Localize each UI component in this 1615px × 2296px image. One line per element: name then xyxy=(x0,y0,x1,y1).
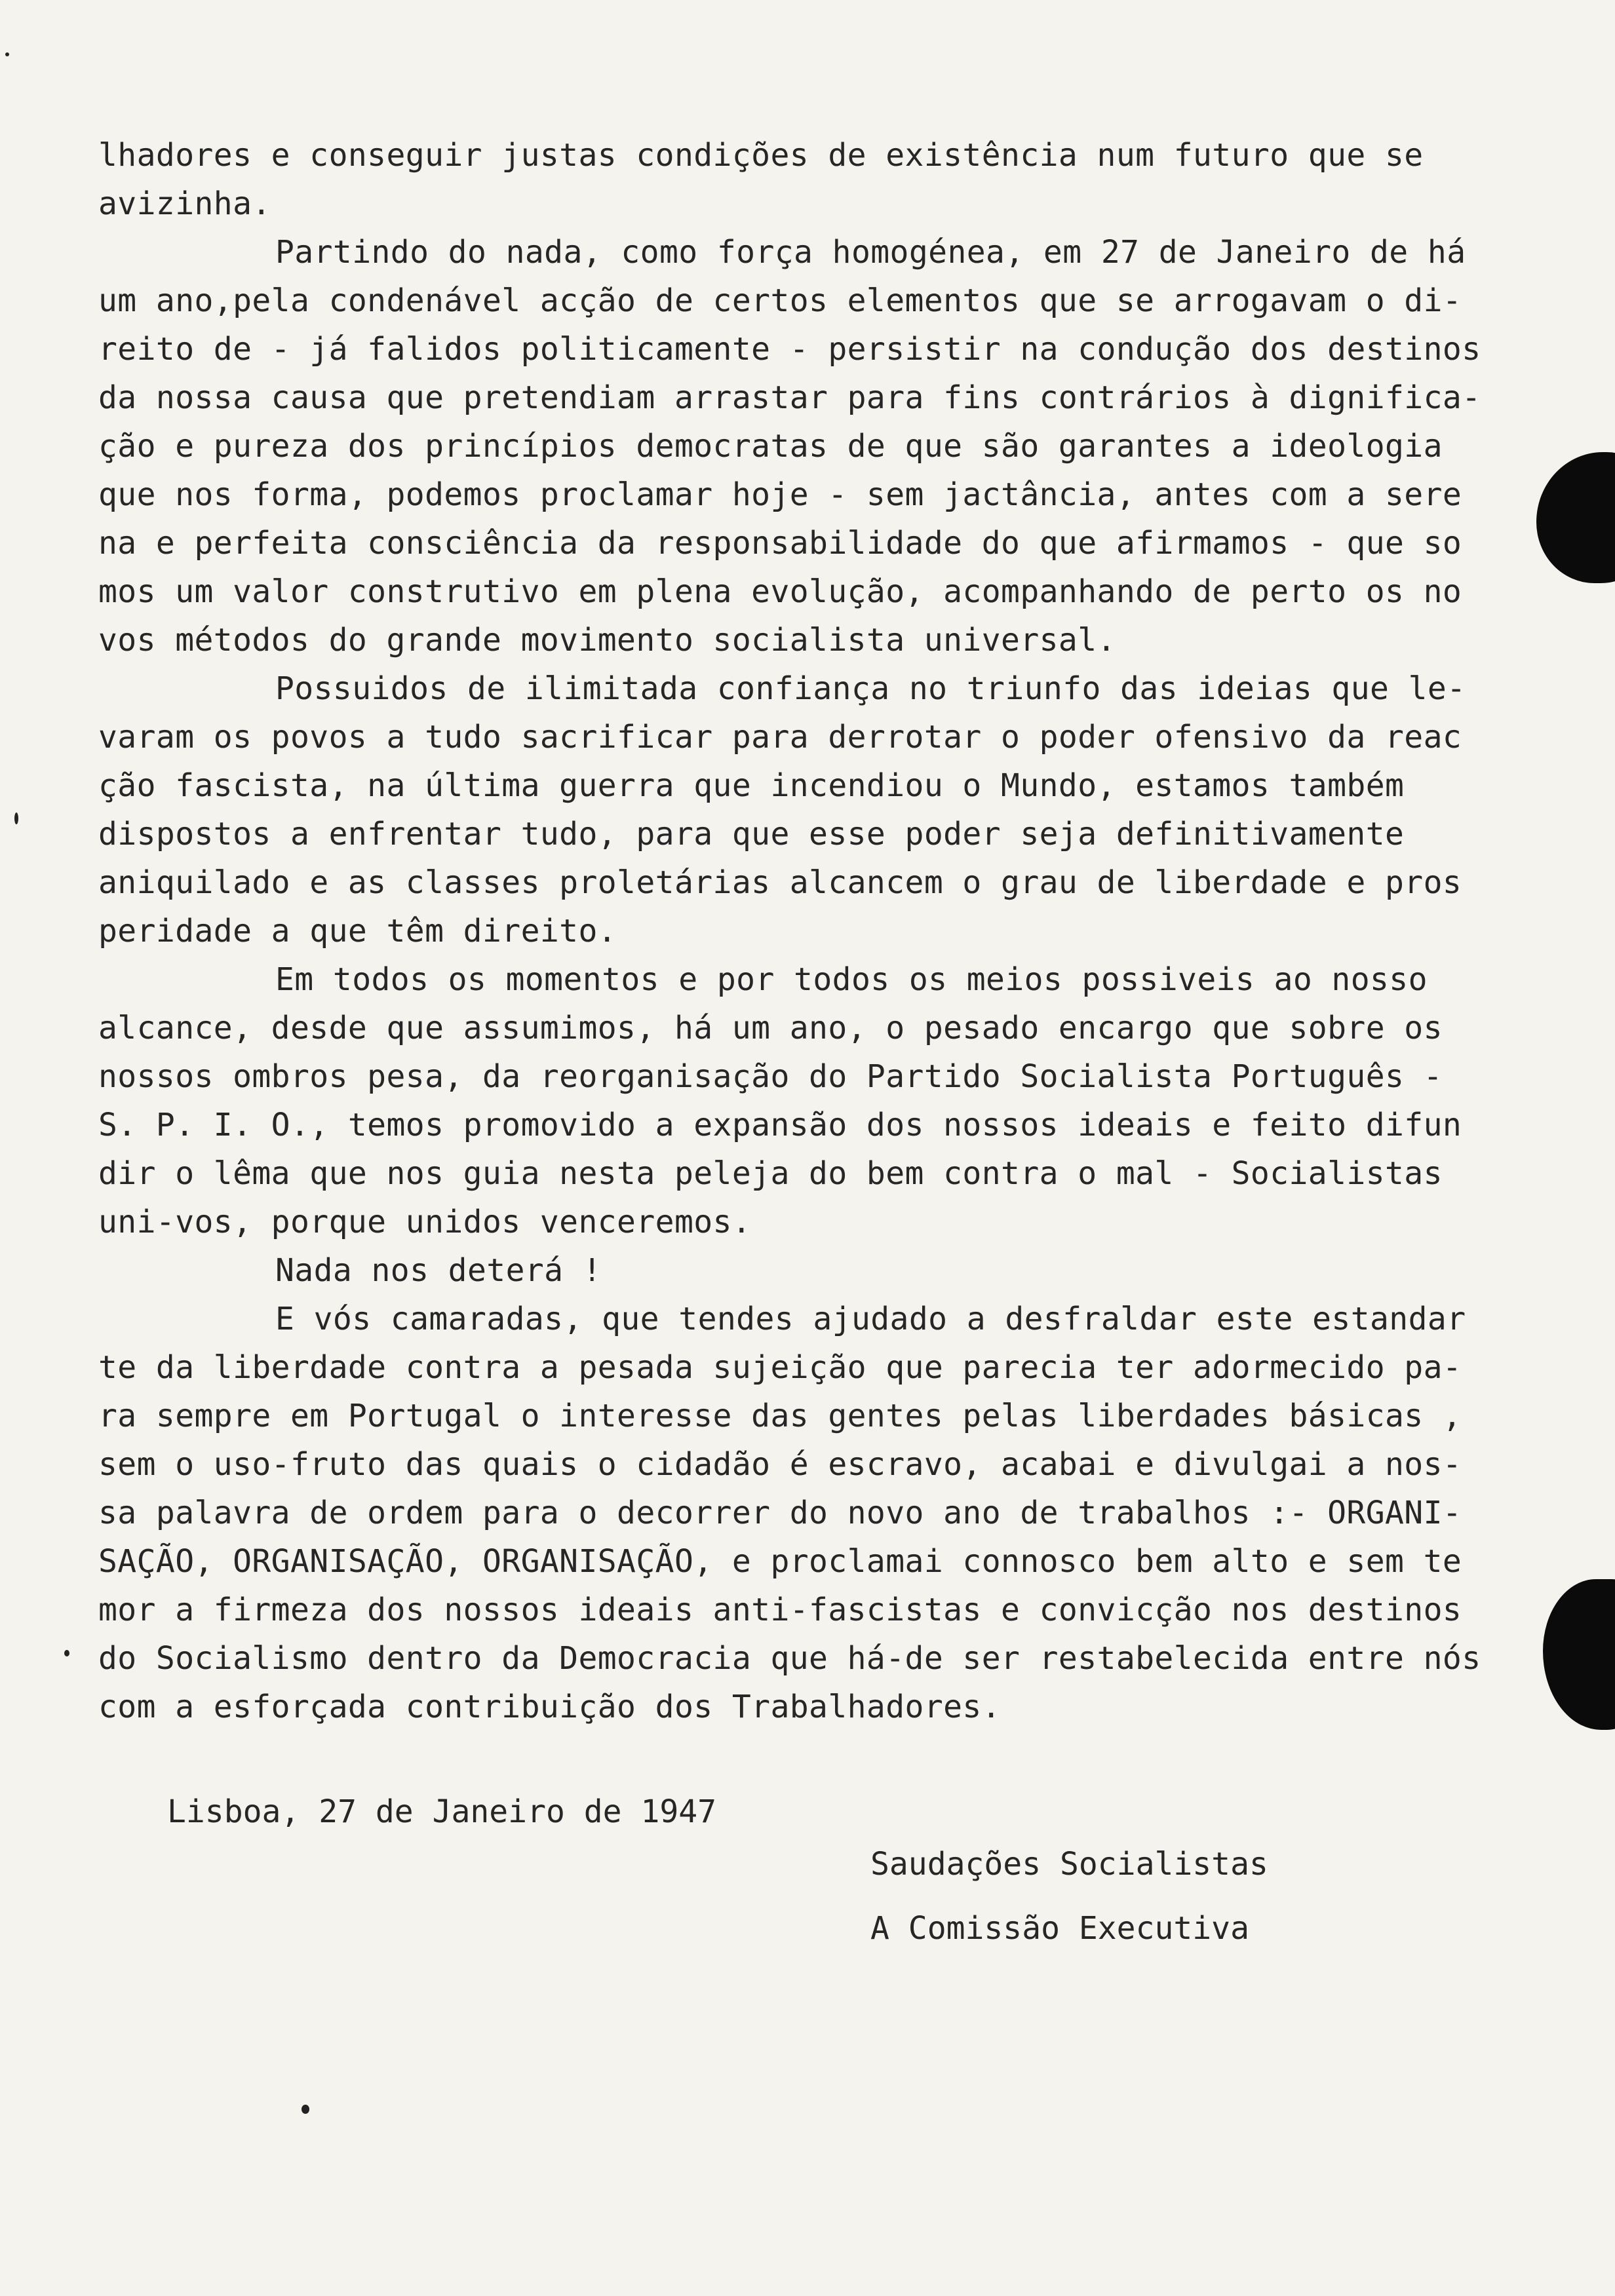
letter-line: lhadores e conseguir justas condições de existência num futuro que se xyxy=(98,137,1424,174)
paragraph-first-line: Partindo do nada, como força homogénea, em 27 de Janeiro de há xyxy=(275,234,1466,271)
paragraph-first-line: E vós camaradas, que tendes ajudado a desfraldar este estandar xyxy=(275,1301,1466,1337)
letter-line: ra sempre em Portugal o interesse das gentes pelas liberdades básicas , xyxy=(98,1398,1462,1434)
paragraph-first-line: Em todos os momentos e por todos os meios possiveis ao nosso xyxy=(275,961,1428,998)
letter-line: mos um valor construtivo em plena evolução, acompanhando de perto os no xyxy=(98,573,1462,610)
letter-line: te da liberdade contra a pesada sujeição que parecia ter adormecido pa- xyxy=(98,1349,1462,1386)
ink-speck xyxy=(302,2105,309,2114)
letter-line: S. P. I. O., temos promovido a expansão dos nossos ideais e feito difun xyxy=(98,1107,1462,1143)
letter-line: do Socialismo dentro da Democracia que há-de ser restabelecida entre nós xyxy=(98,1640,1481,1677)
place-and-date: Lisboa, 27 de Janeiro de 1947 xyxy=(167,1793,717,1830)
letter-line: nossos ombros pesa, da reorganisação do Partido Socialista Português - xyxy=(98,1058,1443,1095)
letter-line: vos métodos do grande movimento socialista universal. xyxy=(98,622,1116,659)
letter-line: dispostos a enfrentar tudo, para que esse poder seja definitivamente xyxy=(98,816,1405,852)
ink-blot xyxy=(1543,1579,1615,1730)
letter-line: na e perfeita consciência da responsabilidade do que afirmamos - que so xyxy=(98,525,1462,562)
letter-line: mor a firmeza dos nossos ideais anti-fascistas e convicção nos destinos xyxy=(98,1592,1462,1628)
letter-line: SAÇÃO, ORGANISAÇÃO, ORGANISAÇÃO, e proclamai connosco bem alto e sem te xyxy=(98,1543,1462,1580)
letter-line: da nossa causa que pretendiam arrastar para fins contrários à dignifica- xyxy=(98,379,1481,416)
letter-line: ção e pureza dos princípios democratas de que são garantes a ideologia xyxy=(98,428,1443,465)
letter-line: varam os povos a tudo sacrificar para derrotar o poder ofensivo da reac xyxy=(98,719,1462,756)
letter-body xyxy=(98,131,1527,1731)
letter-line: uni-vos, porque unidos venceremos. xyxy=(98,1204,752,1240)
letter-line: peridade a que têm direito. xyxy=(98,913,617,949)
letter-line: com a esforçada contribuição dos Trabalhadores. xyxy=(98,1689,1002,1725)
ink-blot xyxy=(1536,452,1615,583)
letter-line: que nos forma, podemos proclamar hoje - sem jactância, antes com a sere xyxy=(98,476,1462,513)
letter-line: dir o lêma que nos guia nesta peleja do bem contra o mal - Socialistas xyxy=(98,1155,1443,1192)
ink-speck xyxy=(14,813,18,824)
paragraph-first-line: Nada nos deterá ! xyxy=(275,1252,602,1289)
letter-line: ção fascista, na última guerra que incendiou o Mundo, estamos também xyxy=(98,767,1405,804)
letter-line: reito de - já falidos politicamente - persistir na condução dos destinos xyxy=(98,331,1481,368)
letter-line: sem o uso-fruto das quais o cidadão é escravo, acabai e divulgai a nos- xyxy=(98,1446,1462,1483)
closing-greeting: Saudações Socialistas xyxy=(870,1846,1268,1883)
letter-line: um ano,pela condenável acção de certos elementos que se arrogavam o di- xyxy=(98,282,1462,319)
signature: A Comissão Executiva xyxy=(870,1910,1249,1947)
letter-line: aniquilado e as classes proletárias alcancem o grau de liberdade e pros xyxy=(98,864,1462,901)
ink-speck xyxy=(5,52,9,56)
letter-line: sa palavra de ordem para o decorrer do novo ano de trabalhos :- ORGANI- xyxy=(98,1495,1462,1531)
letter-line: alcance, desde que assumimos, há um ano, o pesado encargo que sobre os xyxy=(98,1010,1443,1046)
ink-speck xyxy=(64,1650,69,1656)
paragraph-first-line: Possuidos de ilimitada confiança no triunfo das ideias que le- xyxy=(275,670,1466,707)
letter-line: avizinha. xyxy=(98,185,271,222)
